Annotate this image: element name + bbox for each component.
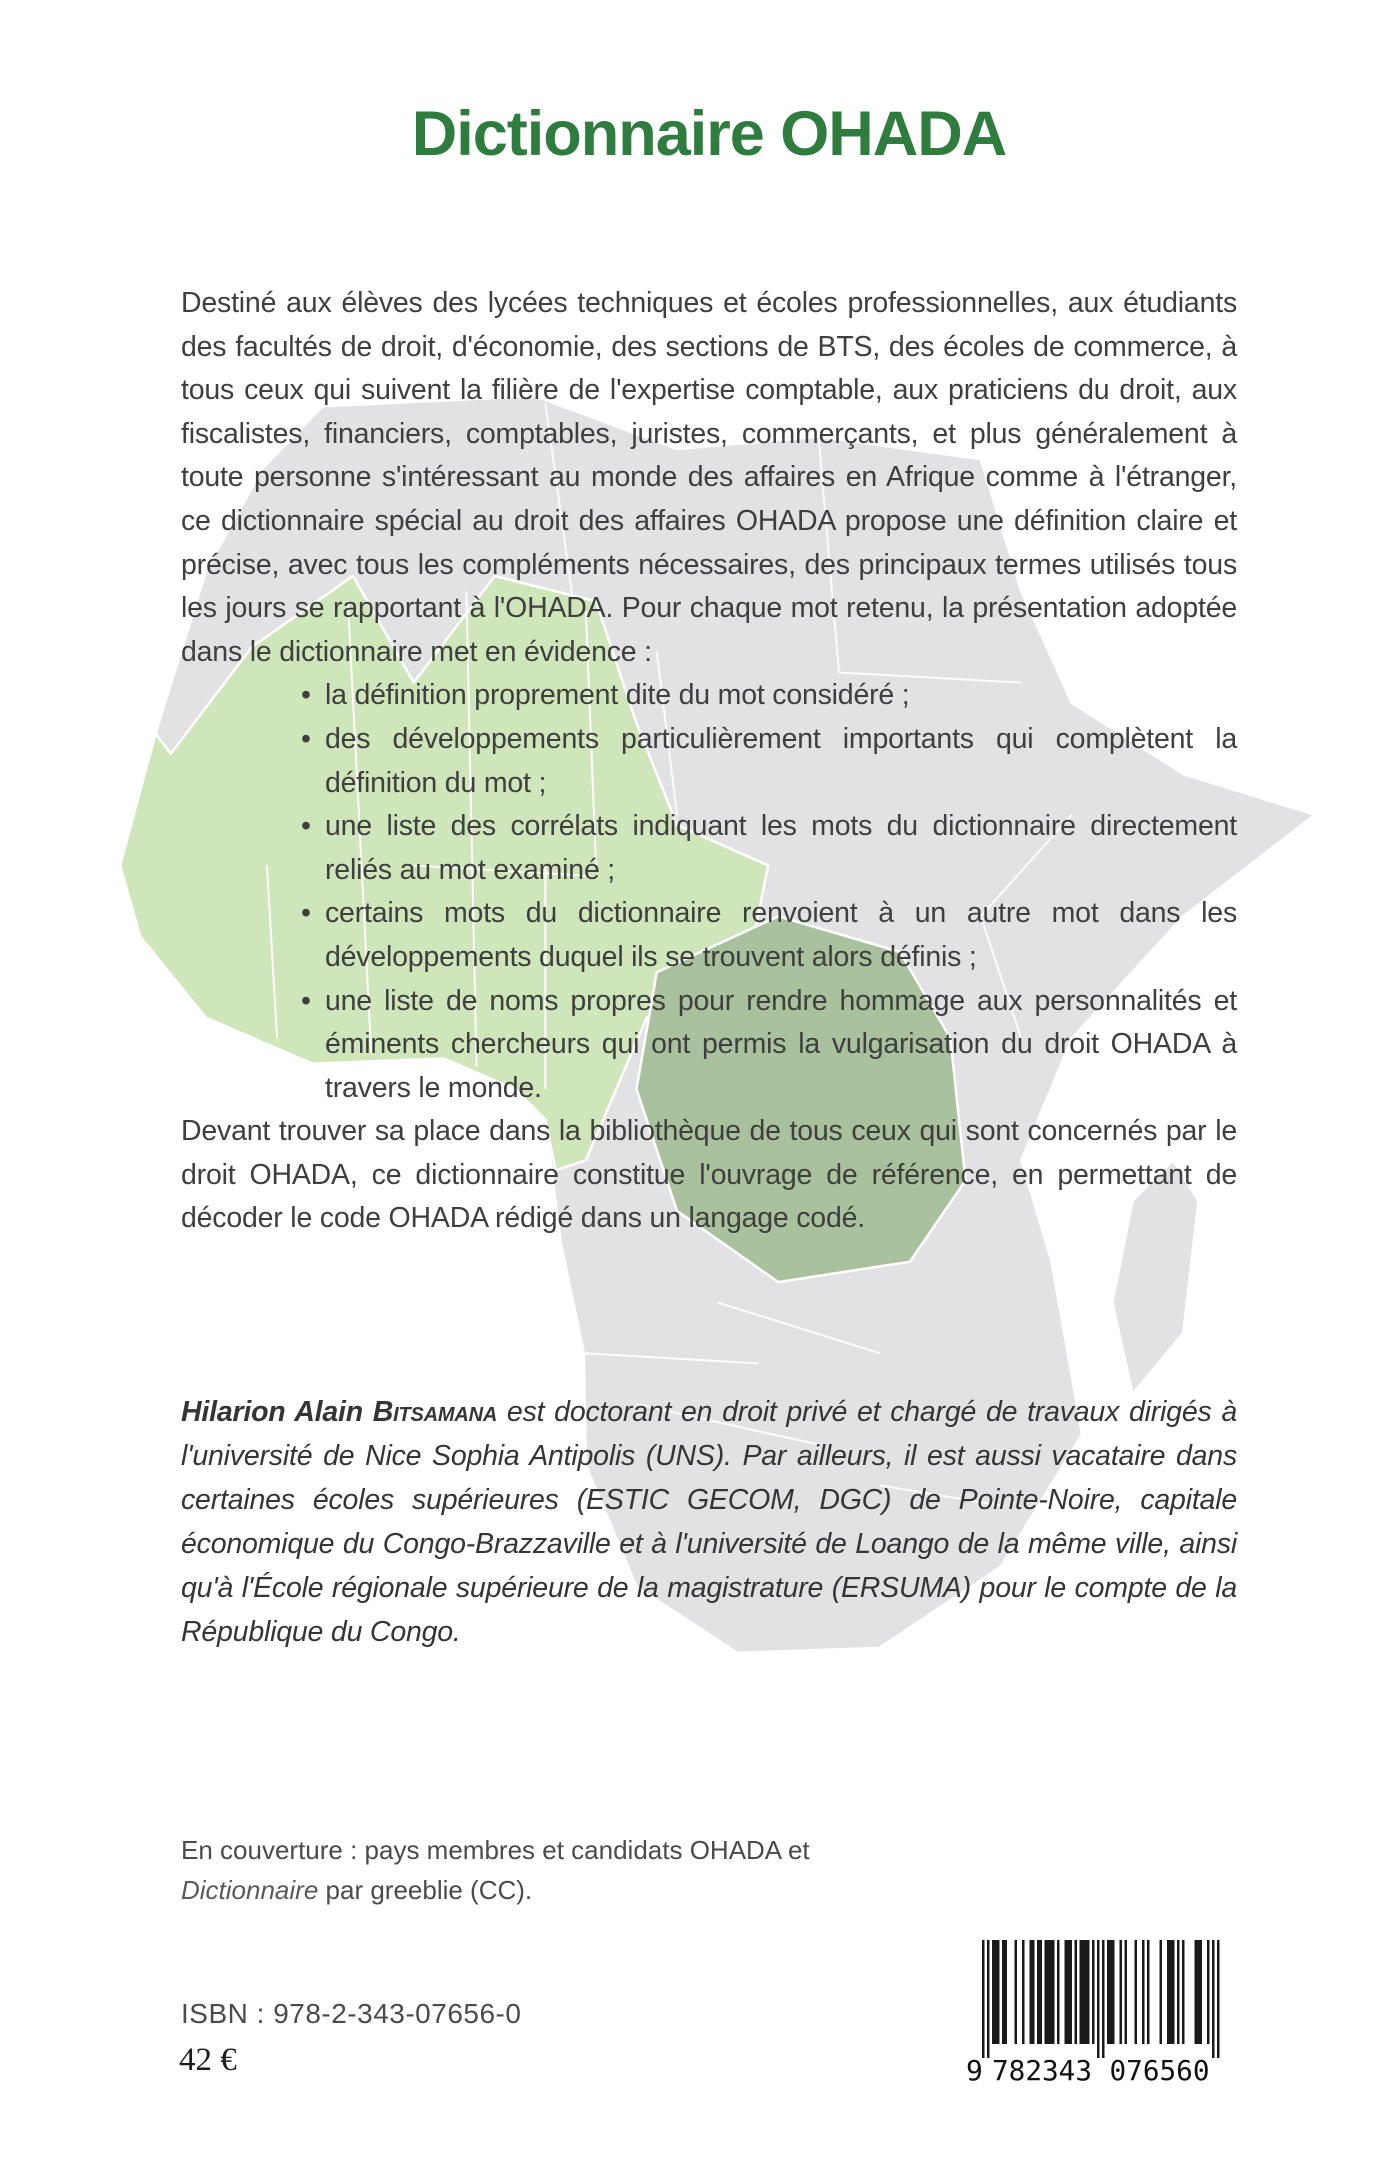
feature-item: • des développements particulièrement importants qui complètent la définition du mot ; [325, 718, 1237, 805]
feature-item: • une liste des corrélats indiquant les mots du dictionnaire directement reliés au mot examiné ; [325, 805, 1237, 892]
cover-credit [181, 1830, 941, 1910]
credit-rest: par greeblie (CC). [318, 1875, 533, 1905]
barcode-digit-right: 076560 [1109, 2054, 1210, 2084]
feature-item: • certains mots du dictionnaire renvoient à un autre mot dans les développements duquel ils se trouvent alors définis ; [325, 892, 1237, 979]
barcode-bars [964, 1940, 1224, 2084]
feature-item: • une liste de noms propres pour rendre hommage aux personnalités et éminents chercheurs qui ont permis la vulgarisation du droit OHADA à travers le monde. [325, 980, 1237, 1111]
closing-paragraph: Devant trouver sa place dans la bibliothèque de tous ceux qui sont concernés par le droit OHADA, ce dictionnaire constitue l'ouvrage de référence, en permettant de décoder le code OHADA rédigé dans un langage codé. [181, 1115, 1237, 1235]
back-cover-text [181, 282, 1237, 1241]
author-name: Hilarion Alain [181, 1396, 363, 1428]
isbn-text: ISBN : 978-2-343-07656-0 [181, 1998, 522, 2029]
credit-line1: En couverture : pays membres et candidats OHADA et [181, 1835, 810, 1865]
author-bio [181, 1390, 1237, 1654]
feature-item: • la définition proprement dite du mot considéré ; [325, 674, 1237, 718]
feature-list [181, 674, 1237, 1110]
author-surname: Bitsamana [372, 1396, 498, 1428]
price-text: 42 € [179, 2042, 237, 2078]
barcode [964, 1940, 1224, 2084]
intro-paragraph: Destiné aux élèves des lycées techniques et écoles professionnelles, aux étudiants des facultés de droit, d'économie, des sections de BTS, des écoles de commerce, à tous ceux qui suivent la filière de l'expertise comptable, aux praticiens du droit, aux fiscalistes, financiers, comptables, juristes, commerçants, et plus généralement à toute personne s'intéressant au monde des affaires en Afrique comme à l'étranger, ce dictionnaire spécial au droit des affaires OHADA propose une définition claire et précise, avec tous les compléments nécessaires, des principaux termes utilisés tous les jours se rapportant à l'OHADA. Pour chaque mot retenu, la présentation adoptée dans le dictionnaire met en évidence : [181, 287, 1237, 668]
book-title: Dictionnaire OHADA [411, 99, 1007, 169]
barcode-digit-center: 782343 [992, 2054, 1092, 2084]
credit-work-title: Dictionnaire [181, 1875, 319, 1905]
barcode-digit-left: 9 [966, 2054, 983, 2084]
bio-text: est doctorant en droit privé et chargé de travaux dirigés à l'université de Nice Sophia Antipolis (UNS). Par ailleurs, il est aussi vacataire dans certaines écoles supérieures (ESTIC GECOM, DGC) de Pointe-Noire, capitale économique du Congo-Brazzaville et à l'université de Loango de la même ville, ainsi qu'à l'École régionale supérieure de la magistrature (ERSUMA) pour le compte de la République du Congo. [181, 1396, 1237, 1648]
